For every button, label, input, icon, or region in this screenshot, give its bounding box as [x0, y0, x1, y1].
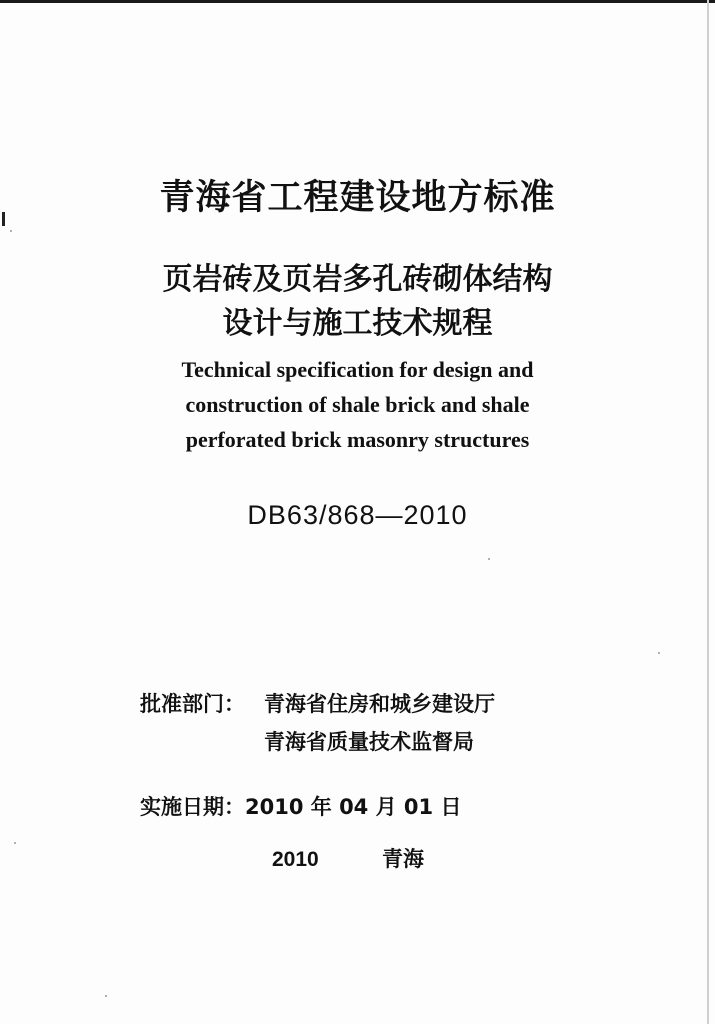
- approval-department: 青海省住房和城乡建设厅: [264, 692, 495, 716]
- implementation-label: 实施日期：: [140, 795, 245, 819]
- standard-type-heading: 青海省工程建设地方标准: [159, 178, 556, 218]
- scan-speck: [105, 995, 107, 997]
- english-title-line: Technical specification for design and: [181, 357, 534, 382]
- english-title: [0, 352, 715, 457]
- english-title-line: construction of shale brick and shale: [185, 392, 530, 417]
- english-title-line: perforated brick masonry structures: [185, 427, 530, 452]
- scan-speck: [10, 230, 12, 232]
- scan-edge-top: [0, 0, 715, 3]
- publication-place: 青海: [382, 847, 424, 871]
- scan-speck: [658, 652, 660, 654]
- scan-speck: [488, 558, 490, 560]
- chinese-title: [0, 258, 715, 346]
- chinese-title-line: 页岩砖及页岩多孔砖砌体结构: [162, 262, 553, 297]
- approval-department: 青海省质量技术监督局: [264, 730, 474, 754]
- publication-footer: [272, 843, 424, 873]
- implementation-date: 2010 年 04 月 01 日: [245, 795, 462, 819]
- scan-speck: [14, 842, 16, 844]
- publication-year: 2010: [272, 848, 319, 871]
- approval-label: 批准部门：: [140, 692, 245, 716]
- standard-code: DB63/868—2010: [247, 500, 468, 530]
- implementation-date-block: [140, 788, 461, 826]
- chinese-title-line: 设计与施工技术规程: [222, 306, 493, 341]
- approval-block: [140, 685, 495, 761]
